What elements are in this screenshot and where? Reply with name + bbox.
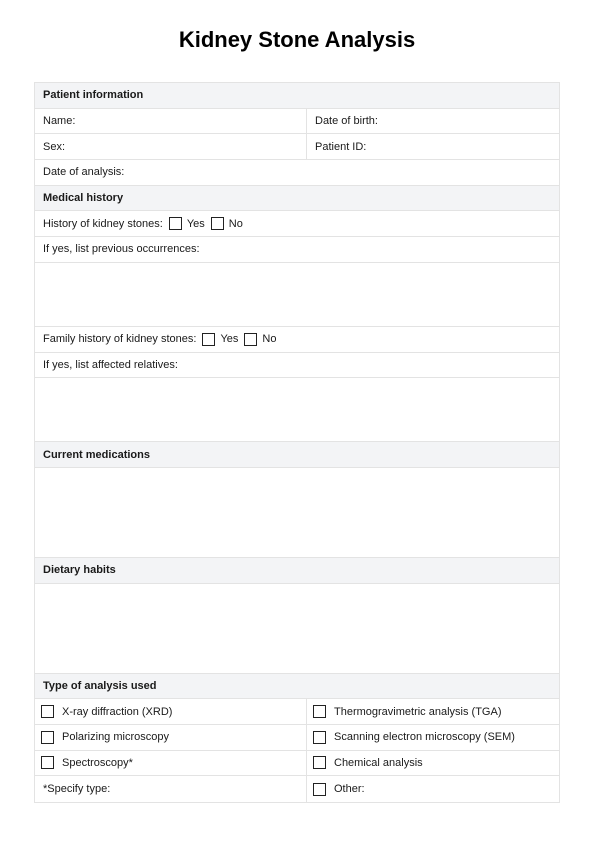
analysis-option [35, 699, 307, 724]
previous-occurrences-label: If yes, list previous occurrences: [43, 243, 200, 256]
chemical-analysis-checkbox[interactable] [313, 756, 326, 769]
specify-type-field[interactable]: *Specify type: [35, 776, 307, 802]
family-yes-checkbox[interactable] [202, 333, 215, 346]
analysis-option [307, 699, 559, 724]
row-analysis-3 [35, 751, 559, 777]
analysis-option [307, 751, 559, 776]
section-heading: Medical history [43, 192, 124, 205]
analysis-option [35, 725, 307, 750]
history-question [35, 211, 559, 236]
analysis-option [307, 776, 559, 802]
history-question-label: History of kidney stones: [43, 217, 163, 230]
yes-label: Yes [186, 217, 205, 230]
section-heading: Current medications [43, 448, 150, 461]
family-question-label: Family history of kidney stones: [43, 333, 197, 346]
xrd-label: X-ray diffraction (XRD) [62, 705, 173, 718]
date-of-analysis-field[interactable]: Date of analysis: [43, 166, 125, 179]
affected-relatives-area[interactable] [35, 378, 559, 442]
sex-field[interactable]: Sex: [35, 134, 307, 159]
section-medical-history [35, 186, 559, 212]
section-heading: Patient information [43, 89, 144, 102]
row-name-dob [35, 109, 559, 135]
row-analysis-1 [35, 699, 559, 725]
row-family-history [35, 327, 559, 353]
row-date-of-analysis [35, 160, 559, 186]
family-question [35, 327, 559, 352]
polarizing-microscopy-label: Polarizing microscopy [62, 731, 169, 744]
history-yes-checkbox[interactable] [169, 217, 182, 230]
affected-relatives-label: If yes, list affected relatives: [43, 358, 178, 371]
row-sex-id [35, 134, 559, 160]
patient-id-field[interactable]: Patient ID: [315, 140, 367, 153]
section-heading: Dietary habits [43, 564, 116, 577]
section-patient-information [35, 83, 559, 109]
family-no-checkbox[interactable] [244, 333, 257, 346]
tga-checkbox[interactable] [313, 705, 326, 718]
xrd-checkbox[interactable] [41, 705, 54, 718]
row-history-kidney-stones [35, 211, 559, 237]
page-title: Kidney Stone Analysis [178, 27, 416, 52]
analysis-option [35, 751, 307, 776]
section-current-medications [35, 442, 559, 468]
spectroscopy-checkbox[interactable] [41, 756, 54, 769]
no-label: No [228, 217, 243, 230]
other-label: Other: [334, 783, 365, 796]
section-type-of-analysis [35, 674, 559, 700]
dietary-habits-area[interactable] [35, 584, 559, 674]
kidney-stone-form [34, 82, 560, 803]
spectroscopy-label: Spectroscopy* [62, 756, 133, 769]
row-affected-relatives [35, 353, 559, 379]
polarizing-microscopy-checkbox[interactable] [41, 731, 54, 744]
row-analysis-2 [35, 725, 559, 751]
history-no-checkbox[interactable] [211, 217, 224, 230]
chemical-analysis-label: Chemical analysis [334, 756, 423, 769]
row-previous-occurrences [35, 237, 559, 263]
section-dietary-habits [35, 558, 559, 584]
no-label: No [262, 333, 277, 346]
other-checkbox[interactable] [313, 783, 326, 796]
previous-occurrences-area[interactable] [35, 263, 559, 327]
yes-label: Yes [220, 333, 239, 346]
name-field[interactable]: Name: [35, 109, 307, 134]
dob-field[interactable]: Date of birth: [315, 115, 378, 128]
tga-label: Thermogravimetric analysis (TGA) [334, 705, 502, 718]
section-heading: Type of analysis used [43, 679, 157, 692]
current-medications-area[interactable] [35, 468, 559, 558]
row-analysis-4 [35, 776, 559, 802]
sem-label: Scanning electron microscopy (SEM) [334, 731, 515, 744]
sem-checkbox[interactable] [313, 731, 326, 744]
analysis-option [307, 725, 559, 750]
